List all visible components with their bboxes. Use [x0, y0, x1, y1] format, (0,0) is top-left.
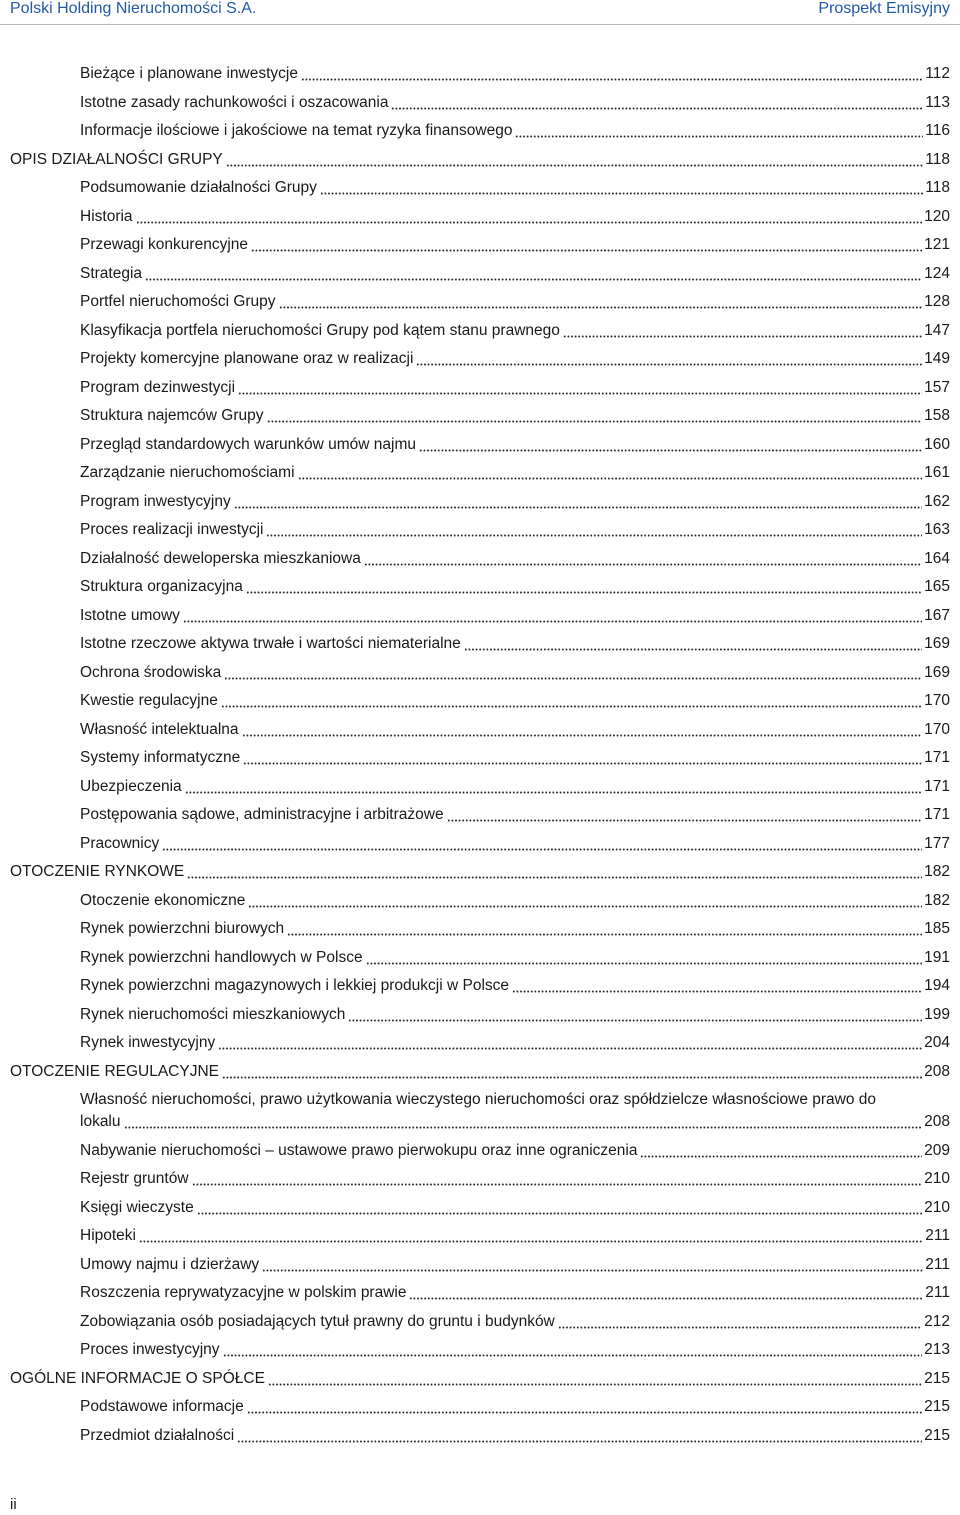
toc-entry-title: Struktura organizacyjna [80, 578, 243, 595]
toc-entry-title: Przewagi konkurencyjne [80, 236, 249, 253]
toc-entry-title: Program dezinwestycji [80, 378, 236, 396]
toc-subsection-entry [0, 1421, 950, 1450]
toc-entry-line [80, 1396, 950, 1418]
toc-entry-line [80, 1004, 950, 1026]
toc-page-number: 182 [924, 891, 950, 909]
toc-page-number: 194 [924, 977, 950, 994]
toc-section-entry [0, 858, 950, 887]
toc-subsection-entry [0, 231, 950, 260]
toc-entry-line [80, 1032, 950, 1054]
dot-leader [223, 1339, 923, 1361]
toc-entry-line [80, 377, 950, 399]
dot-leader [366, 947, 923, 969]
toc-subsection-entry [0, 459, 950, 488]
dot-leader [364, 548, 922, 570]
toc-subsection-entry [0, 601, 950, 630]
dot-leader [348, 1004, 922, 1026]
toc-entry-line [80, 719, 950, 741]
toc-entry-line [80, 1168, 950, 1190]
toc-entry-title: Proces realizacji inwestycji [80, 521, 264, 538]
toc-subsection-entry [0, 630, 950, 659]
page-header [10, 0, 950, 18]
dot-leader [197, 1197, 922, 1219]
toc-entry-title: Istotne zasady rachunkowości i oszacowania [80, 93, 389, 111]
toc-entry-title-line: Własność nieruchomości, prawo użytkowania wieczystego nieruchomości oraz spółdzielcze własnościowe prawo do [80, 1091, 877, 1108]
dot-leader [136, 206, 923, 228]
toc-subsection-entry [0, 1279, 950, 1308]
toc-entry-line [80, 548, 950, 570]
toc-subsection-entry [0, 801, 950, 830]
toc-page-number: 116 [925, 122, 950, 139]
dot-leader [298, 462, 923, 484]
dot-leader [192, 1168, 923, 1190]
toc-entry-title: Systemy informatyczne [80, 749, 241, 766]
toc-page-number: 163 [924, 521, 950, 538]
dot-leader [320, 177, 923, 199]
toc-subsection-entry [0, 772, 950, 801]
table-of-contents [0, 60, 950, 1450]
toc-entry-title: Zobowiązania osób posiadających tytuł prawny do gruntu i budynków [80, 1312, 555, 1330]
toc-entry-line [10, 149, 950, 171]
toc-entry-line [80, 690, 950, 712]
toc-entry-title: Strategia [80, 264, 143, 282]
toc-entry-title: Rejestr gruntów [80, 1170, 189, 1187]
toc-entry-line [80, 120, 950, 142]
toc-subsection-entry [0, 972, 950, 1001]
dot-leader [563, 320, 922, 342]
toc-entry-line [80, 605, 950, 627]
toc-subsection-entry [0, 430, 950, 459]
toc-entry-line [80, 1339, 950, 1361]
dot-leader [222, 1061, 922, 1083]
toc-subsection-entry [0, 316, 950, 345]
toc-subsection-entry [0, 288, 950, 317]
toc-entry-line [80, 206, 950, 228]
toc-subsection-entry [0, 174, 950, 203]
toc-page-number: 158 [924, 407, 950, 424]
toc-entry-title: Proces inwestycyjny [80, 1341, 220, 1358]
toc-entry-line [80, 519, 950, 541]
dot-leader [238, 377, 922, 399]
toc-entry-line [80, 833, 950, 855]
toc-page-number: 157 [924, 378, 950, 396]
dot-leader [279, 291, 923, 313]
toc-page-number: 170 [924, 720, 950, 738]
toc-entry-title: Postępowania sądowe, administracyjne i arbitrażowe [80, 806, 444, 823]
toc-entry-title: Przegląd standardowych warunków umów najmu [80, 435, 416, 453]
toc-page-number: 208 [924, 1113, 950, 1130]
toc-entry-title: Otoczenie ekonomiczne [80, 891, 246, 909]
dot-leader [248, 890, 922, 912]
dot-leader [243, 747, 922, 769]
toc-entry-title: Roszczenia reprywatyzacyjne w polskim prawie [80, 1284, 407, 1301]
toc-entry-title: Rynek nieruchomości mieszkaniowych [80, 1005, 346, 1023]
dot-leader [266, 519, 922, 541]
toc-subsection-entry [0, 744, 950, 773]
toc-subsection-entry [0, 829, 950, 858]
toc-page-number: 182 [924, 863, 950, 880]
dot-leader [262, 1254, 923, 1276]
toc-entry-title: Księgi wieczyste [80, 1198, 194, 1216]
dot-leader [221, 690, 922, 712]
toc-page-number: 169 [924, 635, 950, 652]
toc-page-number: 169 [924, 663, 950, 681]
toc-entry-title: Ubezpieczenia [80, 777, 182, 795]
toc-subsection-entry [0, 1029, 950, 1058]
dot-leader [124, 1111, 923, 1133]
toc-entry-title: OTOCZENIE REGULACYJNE [10, 1062, 220, 1080]
toc-subsection-entry [0, 1000, 950, 1029]
toc-page-number: 191 [924, 948, 950, 966]
toc-page-number: 171 [924, 749, 950, 766]
dot-leader [247, 1396, 922, 1418]
toc-page-number: 118 [925, 179, 950, 196]
dot-leader [515, 120, 923, 142]
dot-leader [558, 1311, 922, 1333]
toc-page-number: 170 [924, 692, 950, 709]
toc-entry-line [80, 890, 950, 912]
toc-page-number: 165 [924, 578, 950, 595]
toc-page-number: 113 [925, 93, 950, 111]
toc-entry-line [80, 63, 950, 85]
toc-page-number: 185 [924, 920, 950, 937]
toc-entry-title: Rynek powierzchni handlowych w Polsce [80, 948, 363, 966]
toc-entry-line [80, 1140, 950, 1162]
toc-page-number: 215 [924, 1426, 950, 1444]
toc-subsection-entry [0, 373, 950, 402]
toc-subsection-entry [0, 1336, 950, 1365]
toc-entry-title: Hipoteki [80, 1227, 136, 1244]
toc-entry-line [80, 405, 950, 427]
toc-subsection-entry [0, 487, 950, 516]
toc-page-number: 121 [924, 236, 950, 253]
toc-page-number: 215 [924, 1369, 950, 1387]
toc-page-number: 210 [924, 1170, 950, 1187]
toc-entry-title: Działalność deweloperska mieszkaniowa [80, 549, 361, 567]
toc-entry-line [80, 1111, 950, 1133]
toc-page-number: 112 [925, 65, 950, 82]
dot-leader [185, 776, 922, 798]
toc-entry-title: Rynek powierzchni magazynowych i lekkiej produkcji w Polsce [80, 977, 510, 994]
toc-entry-line [80, 92, 950, 114]
dot-leader [512, 975, 922, 997]
company-name: Polski Holding Nieruchomości S.A. [10, 0, 257, 17]
toc-page-number: 208 [924, 1062, 950, 1080]
toc-entry-title: lokalu [80, 1113, 121, 1130]
toc-entry-line [80, 747, 950, 769]
toc-subsection-entry [0, 573, 950, 602]
toc-entry-title: Kwestie regulacyjne [80, 692, 218, 709]
toc-page-number: 213 [924, 1341, 950, 1358]
dot-leader [187, 861, 922, 883]
toc-subsection-entry [0, 516, 950, 545]
toc-entry-line [10, 861, 950, 883]
toc-subsection-entry [0, 1086, 950, 1137]
toc-entry-line [10, 1368, 950, 1390]
toc-page-number: 162 [924, 492, 950, 510]
toc-subsection-entry [0, 687, 950, 716]
document-title: Prospekt Emisyjny [818, 0, 950, 17]
toc-entry-title: Nabywanie nieruchomości – ustawowe prawo pierwokupu oraz inne ograniczenia [80, 1141, 638, 1159]
dot-leader [145, 263, 922, 285]
toc-subsection-entry [0, 88, 950, 117]
toc-page-number: 204 [924, 1034, 950, 1051]
toc-entry-line [80, 776, 950, 798]
toc-page-number: 171 [924, 777, 950, 795]
dot-leader [218, 1032, 922, 1054]
toc-page-number: 161 [924, 464, 950, 481]
toc-subsection-entry [0, 202, 950, 231]
dot-leader [301, 63, 923, 85]
toc-page-number: 211 [925, 1227, 950, 1244]
toc-section-entry [0, 145, 950, 174]
dot-leader [267, 405, 923, 427]
toc-page-number: 215 [924, 1398, 950, 1415]
toc-subsection-entry [0, 345, 950, 374]
dot-leader [242, 719, 923, 741]
toc-entry-line [80, 975, 950, 997]
toc-subsection-entry [0, 943, 950, 972]
toc-entry-title: Projekty komercyjne planowane oraz w realizacji [80, 350, 414, 367]
toc-entry-title: Przedmiot działalności [80, 1426, 235, 1444]
toc-entry-line [80, 1197, 950, 1219]
toc-page-number: 177 [924, 834, 950, 852]
toc-page-number: 160 [924, 435, 950, 453]
toc-page-number: 171 [924, 806, 950, 823]
toc-subsection-entry [0, 60, 950, 89]
toc-entry-line [80, 462, 950, 484]
toc-entry-title: Program inwestycyjny [80, 492, 231, 510]
dot-leader [226, 149, 924, 171]
toc-entry-title: OGÓLNE INFORMACJE O SPÓŁCE [10, 1369, 265, 1387]
dot-leader [391, 92, 923, 114]
toc-entry-line [80, 434, 950, 456]
toc-subsection-entry [0, 715, 950, 744]
toc-subsection-entry [0, 886, 950, 915]
toc-subsection-entry [0, 1307, 950, 1336]
toc-entry-title: Własność intelektualna [80, 720, 239, 738]
header-divider [0, 24, 960, 25]
toc-page-number: 147 [924, 321, 950, 339]
dot-leader [640, 1140, 922, 1162]
toc-page-number: 164 [924, 549, 950, 567]
toc-entry-title: Informacje ilościowe i jakościowe na temat ryzyka finansowego [80, 122, 513, 139]
toc-page-number: 149 [924, 350, 950, 367]
toc-entry-line [80, 662, 950, 684]
toc-entry-line [80, 1425, 950, 1447]
toc-entry-title: Ochrona środowiska [80, 663, 222, 681]
toc-page-number: 211 [925, 1255, 950, 1273]
toc-page-number: 128 [924, 293, 950, 310]
toc-entry-title: Rynek inwestycyjny [80, 1034, 216, 1051]
toc-page-number: 211 [925, 1284, 950, 1301]
dot-leader [234, 491, 922, 513]
toc-entry-title: Bieżące i planowane inwestycje [80, 65, 298, 82]
dot-leader [416, 348, 922, 370]
toc-page-number: 124 [924, 264, 950, 282]
toc-page-number: 118 [925, 150, 950, 168]
toc-entry-line [80, 234, 950, 256]
toc-page-number: 209 [924, 1141, 950, 1159]
dot-leader [139, 1225, 923, 1247]
dot-leader [162, 833, 922, 855]
toc-subsection-entry [0, 915, 950, 944]
toc-entry-title: OPIS DZIAŁALNOŚCI GRUPY [10, 150, 223, 168]
toc-subsection-entry [0, 117, 950, 146]
toc-entry-line [80, 1225, 950, 1247]
toc-entry-title: Struktura najemców Grupy [80, 407, 264, 424]
toc-page-number: 212 [924, 1312, 950, 1330]
toc-entry-line [80, 1282, 950, 1304]
toc-entry-line [80, 177, 950, 199]
toc-page-number: 120 [924, 207, 950, 225]
toc-entry-line [80, 348, 950, 370]
toc-subsection-entry [0, 658, 950, 687]
dot-leader [246, 576, 922, 598]
toc-section-entry [0, 1364, 950, 1393]
page-number-footer: ii [10, 1496, 17, 1513]
dot-leader [251, 234, 922, 256]
toc-subsection-entry [0, 1165, 950, 1194]
toc-entry-title: Istotne rzeczowe aktywa trwałe i wartości niematerialne [80, 635, 461, 652]
toc-entry-title: Zarządzanie nieruchomościami [80, 464, 295, 481]
toc-entry-title: Historia [80, 207, 133, 225]
toc-entry-line [80, 1254, 950, 1276]
toc-entry-line [80, 576, 950, 598]
toc-entry-line [80, 491, 950, 513]
toc-entry-line [80, 947, 950, 969]
dot-leader [409, 1282, 923, 1304]
toc-subsection-entry [0, 1222, 950, 1251]
toc-entry-title: Pracownicy [80, 834, 160, 852]
toc-entry-line [80, 291, 950, 313]
toc-entry-line [80, 1311, 950, 1333]
toc-entry-line [80, 320, 950, 342]
toc-subsection-entry [0, 1193, 950, 1222]
toc-entry-title: OTOCZENIE RYNKOWE [10, 863, 185, 880]
dot-leader [224, 662, 922, 684]
dot-leader [419, 434, 922, 456]
dot-leader [237, 1425, 922, 1447]
toc-entry-title: Podstawowe informacje [80, 1398, 244, 1415]
dot-leader [464, 633, 922, 655]
toc-section-entry [0, 1057, 950, 1086]
toc-page-number: 210 [924, 1198, 950, 1216]
dot-leader [447, 804, 923, 826]
toc-subsection-entry [0, 259, 950, 288]
toc-subsection-entry [0, 544, 950, 573]
toc-entry-line [80, 633, 950, 655]
dot-leader [183, 605, 922, 627]
toc-entry-title: Portfel nieruchomości Grupy [80, 293, 276, 310]
toc-entry-title: Podsumowanie działalności Grupy [80, 179, 317, 196]
toc-subsection-entry [0, 1393, 950, 1422]
toc-entry-line [80, 804, 950, 826]
dot-leader [268, 1368, 922, 1390]
toc-entry-line [10, 1061, 950, 1083]
toc-entry-title: Rynek powierzchni biurowych [80, 920, 285, 937]
toc-entry-title: Umowy najmu i dzierżawy [80, 1255, 260, 1273]
toc-entry-line [80, 918, 950, 940]
toc-subsection-entry [0, 1250, 950, 1279]
toc-entry-title: Klasyfikacja portfela nieruchomości Grupy pod kątem stanu prawnego [80, 321, 560, 339]
toc-page-number: 167 [924, 606, 950, 624]
toc-subsection-entry [0, 1136, 950, 1165]
toc-entry-title: Istotne umowy [80, 606, 180, 624]
dot-leader [287, 918, 922, 940]
toc-subsection-entry [0, 402, 950, 431]
toc-page-number: 199 [924, 1005, 950, 1023]
toc-entry-line [80, 263, 950, 285]
